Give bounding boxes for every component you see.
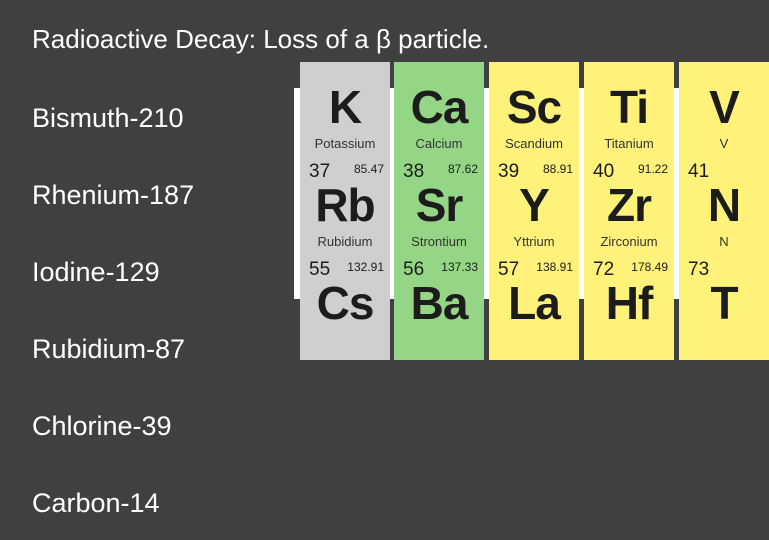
element-name: Potassium bbox=[314, 136, 376, 151]
isotope-item: Chlorine-39 bbox=[32, 411, 172, 441]
element-cell bbox=[394, 62, 484, 164]
atomic-mass: 91.22 bbox=[637, 162, 668, 176]
element-cell bbox=[300, 62, 390, 164]
atomic-mass: 132.91 bbox=[347, 260, 384, 274]
element-cell bbox=[394, 160, 484, 262]
atomic-number: 56 bbox=[403, 259, 425, 280]
element-symbol: Ti bbox=[609, 81, 649, 133]
element-cell bbox=[300, 160, 390, 262]
isotope-item: Rhenium-187 bbox=[32, 180, 195, 210]
element-name: Titanium bbox=[604, 136, 654, 151]
element-cell bbox=[584, 258, 674, 360]
atomic-mass: 137.33 bbox=[441, 260, 478, 274]
atomic-number: 73 bbox=[688, 259, 710, 280]
element-name: Scandium bbox=[505, 136, 563, 151]
isotope-item: Carbon-14 bbox=[32, 488, 160, 518]
element-symbol: Zr bbox=[607, 179, 651, 231]
element-cell bbox=[489, 62, 579, 164]
element-symbol: Sc bbox=[506, 81, 562, 133]
element-symbol: Sr bbox=[415, 179, 463, 231]
isotope-item: Bismuth-210 bbox=[32, 103, 184, 133]
element-symbol: Ba bbox=[410, 277, 468, 329]
element-name: Calcium bbox=[415, 136, 463, 151]
element-name: Rubidium bbox=[317, 234, 373, 249]
element-cell bbox=[489, 160, 579, 262]
atomic-number: 40 bbox=[593, 161, 615, 182]
element-name: Zirconium bbox=[600, 234, 658, 249]
element-symbol: T bbox=[710, 277, 738, 329]
element-symbol: Rb bbox=[315, 179, 375, 231]
element-cell bbox=[584, 62, 674, 164]
atomic-mass: 88.91 bbox=[542, 162, 573, 176]
element-cell bbox=[679, 62, 769, 164]
element-symbol: Y bbox=[519, 179, 549, 231]
atomic-number: 57 bbox=[498, 259, 520, 280]
atomic-mass: 85.47 bbox=[353, 162, 384, 176]
element-symbol: N bbox=[707, 179, 741, 231]
atomic-number: 37 bbox=[309, 161, 331, 182]
element-name: V bbox=[719, 136, 729, 151]
atomic-mass: 178.49 bbox=[631, 260, 668, 274]
element-name: Strontium bbox=[411, 234, 467, 249]
atomic-number: 38 bbox=[403, 161, 425, 182]
element-symbol: V bbox=[709, 81, 739, 133]
element-symbol: La bbox=[508, 277, 560, 329]
element-name: N bbox=[719, 234, 729, 249]
slide-title: Radioactive Decay: Loss of a β particle. bbox=[32, 24, 490, 54]
element-cell bbox=[300, 258, 390, 360]
element-cell bbox=[394, 258, 484, 360]
element-cell bbox=[489, 258, 579, 360]
element-symbol: K bbox=[328, 81, 362, 133]
atomic-number: 55 bbox=[309, 259, 331, 280]
periodic-table-excerpt bbox=[294, 81, 741, 329]
isotope-item: Iodine-129 bbox=[32, 257, 160, 287]
atomic-number: 72 bbox=[593, 259, 615, 280]
element-name: Yttrium bbox=[513, 234, 555, 249]
element-cell bbox=[679, 258, 769, 360]
atomic-mass: 138.91 bbox=[536, 260, 573, 274]
atomic-number: 39 bbox=[498, 161, 520, 182]
element-cell bbox=[679, 160, 769, 262]
isotope-item: Rubidium-87 bbox=[32, 334, 186, 364]
element-symbol: Ca bbox=[410, 81, 468, 133]
element-cell bbox=[584, 160, 674, 262]
atomic-number: 41 bbox=[688, 161, 710, 182]
atomic-mass: 87.62 bbox=[447, 162, 478, 176]
element-symbol: Cs bbox=[316, 277, 374, 329]
element-symbol: Hf bbox=[605, 277, 653, 329]
